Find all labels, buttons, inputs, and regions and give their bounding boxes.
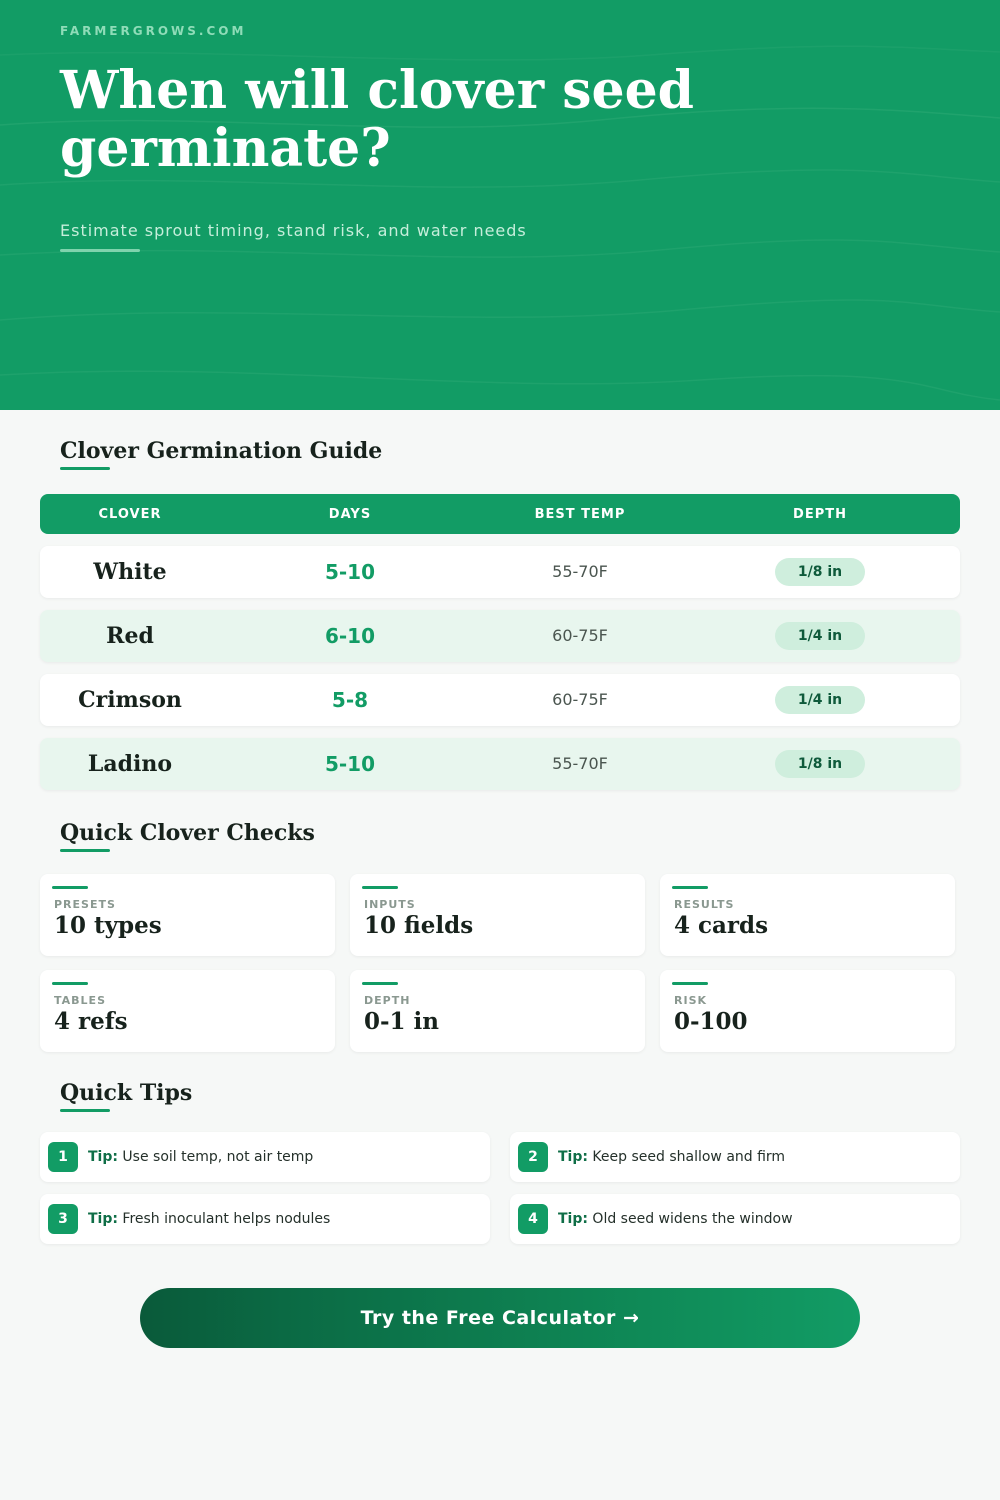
stat-card-risk xyxy=(660,970,955,1052)
stat-value: 10 fields xyxy=(364,912,474,939)
section-underline xyxy=(60,849,110,852)
clover-name: Red xyxy=(106,623,154,649)
best-temp: 55-70F xyxy=(552,562,608,581)
stat-card-inputs xyxy=(350,874,645,956)
section-underline xyxy=(60,467,110,470)
tip-prefix: Tip: xyxy=(88,1211,118,1227)
germination-days: 5-8 xyxy=(331,688,369,712)
tip-item xyxy=(510,1194,960,1244)
section-underline xyxy=(60,1109,110,1112)
card-accent xyxy=(672,982,708,985)
card-accent xyxy=(362,982,398,985)
stat-value: 4 cards xyxy=(674,912,769,939)
column-header-best-temp: BEST TEMP xyxy=(534,507,626,522)
table-row xyxy=(40,610,960,662)
depth-badge: 1/8 in xyxy=(775,558,865,586)
germination-days: 6-10 xyxy=(324,624,376,648)
stat-label: RESULTS xyxy=(674,898,735,911)
stat-card-tables xyxy=(40,970,335,1052)
stat-label: PRESETS xyxy=(54,898,116,911)
stat-label: DEPTH xyxy=(364,994,411,1007)
column-header-depth: DEPTH xyxy=(793,507,847,522)
stat-card-depth xyxy=(350,970,645,1052)
germination-days: 5-10 xyxy=(324,560,376,584)
tip-body: Fresh inoculant helps nodules xyxy=(122,1211,331,1227)
tip-item xyxy=(510,1132,960,1182)
best-temp: 55-70F xyxy=(552,754,608,773)
page-subtitle: Estimate sprout timing, stand risk, and water needs xyxy=(60,221,527,240)
title-underline xyxy=(60,249,140,252)
table-row xyxy=(40,674,960,726)
stat-label: TABLES xyxy=(54,994,106,1007)
checks-section-title: Quick Clover Checks xyxy=(60,820,315,846)
table-row xyxy=(40,546,960,598)
column-header-days: DAYS xyxy=(328,507,372,522)
column-header-clover: CLOVER xyxy=(98,507,162,522)
tip-body: Use soil temp, not air temp xyxy=(122,1149,314,1165)
best-temp: 60-75F xyxy=(552,690,608,709)
tip-item xyxy=(40,1132,490,1182)
stat-card-results xyxy=(660,874,955,956)
stat-label: INPUTS xyxy=(364,898,416,911)
tip-number-badge: 2 xyxy=(518,1142,548,1172)
tip-prefix: Tip: xyxy=(558,1149,588,1165)
tip-prefix: Tip: xyxy=(558,1211,588,1227)
stat-value: 0-1 in xyxy=(364,1008,440,1035)
depth-badge: 1/8 in xyxy=(775,750,865,778)
card-accent xyxy=(672,886,708,889)
clover-name: Ladino xyxy=(87,751,173,777)
hero-banner xyxy=(0,0,1000,410)
best-temp: 60-75F xyxy=(552,626,608,645)
depth-badge: 1/4 in xyxy=(775,686,865,714)
tip-body: Keep seed shallow and firm xyxy=(592,1149,786,1165)
guide-section-title: Clover Germination Guide xyxy=(60,438,383,464)
card-accent xyxy=(52,886,88,889)
tips-section-title: Quick Tips xyxy=(60,1080,193,1106)
table-row xyxy=(40,738,960,790)
tip-text xyxy=(88,1194,330,1244)
tip-body: Old seed widens the window xyxy=(592,1211,793,1227)
table-header xyxy=(40,494,960,534)
stat-value: 10 types xyxy=(54,912,162,939)
stat-card-presets xyxy=(40,874,335,956)
page-title: When will clover seed germinate? xyxy=(60,60,695,179)
tip-item xyxy=(40,1194,490,1244)
tip-number-badge: 3 xyxy=(48,1204,78,1234)
card-accent xyxy=(52,982,88,985)
stat-value: 0-100 xyxy=(674,1008,748,1035)
tip-number-badge: 4 xyxy=(518,1204,548,1234)
clover-name: White xyxy=(93,559,167,585)
depth-badge: 1/4 in xyxy=(775,622,865,650)
tip-number-badge: 1 xyxy=(48,1142,78,1172)
tip-text xyxy=(558,1132,785,1182)
brand-name: FARMERGROWS.COM xyxy=(60,24,247,38)
card-accent xyxy=(362,886,398,889)
tip-text xyxy=(88,1132,313,1182)
stat-label: RISK xyxy=(674,994,708,1007)
tip-text xyxy=(558,1194,793,1244)
tip-prefix: Tip: xyxy=(88,1149,118,1165)
stat-value: 4 refs xyxy=(54,1008,128,1035)
clover-name: Crimson xyxy=(78,687,182,713)
germination-days: 5-10 xyxy=(324,752,376,776)
free-calculator-button[interactable]: Try the Free Calculator → xyxy=(140,1288,860,1348)
